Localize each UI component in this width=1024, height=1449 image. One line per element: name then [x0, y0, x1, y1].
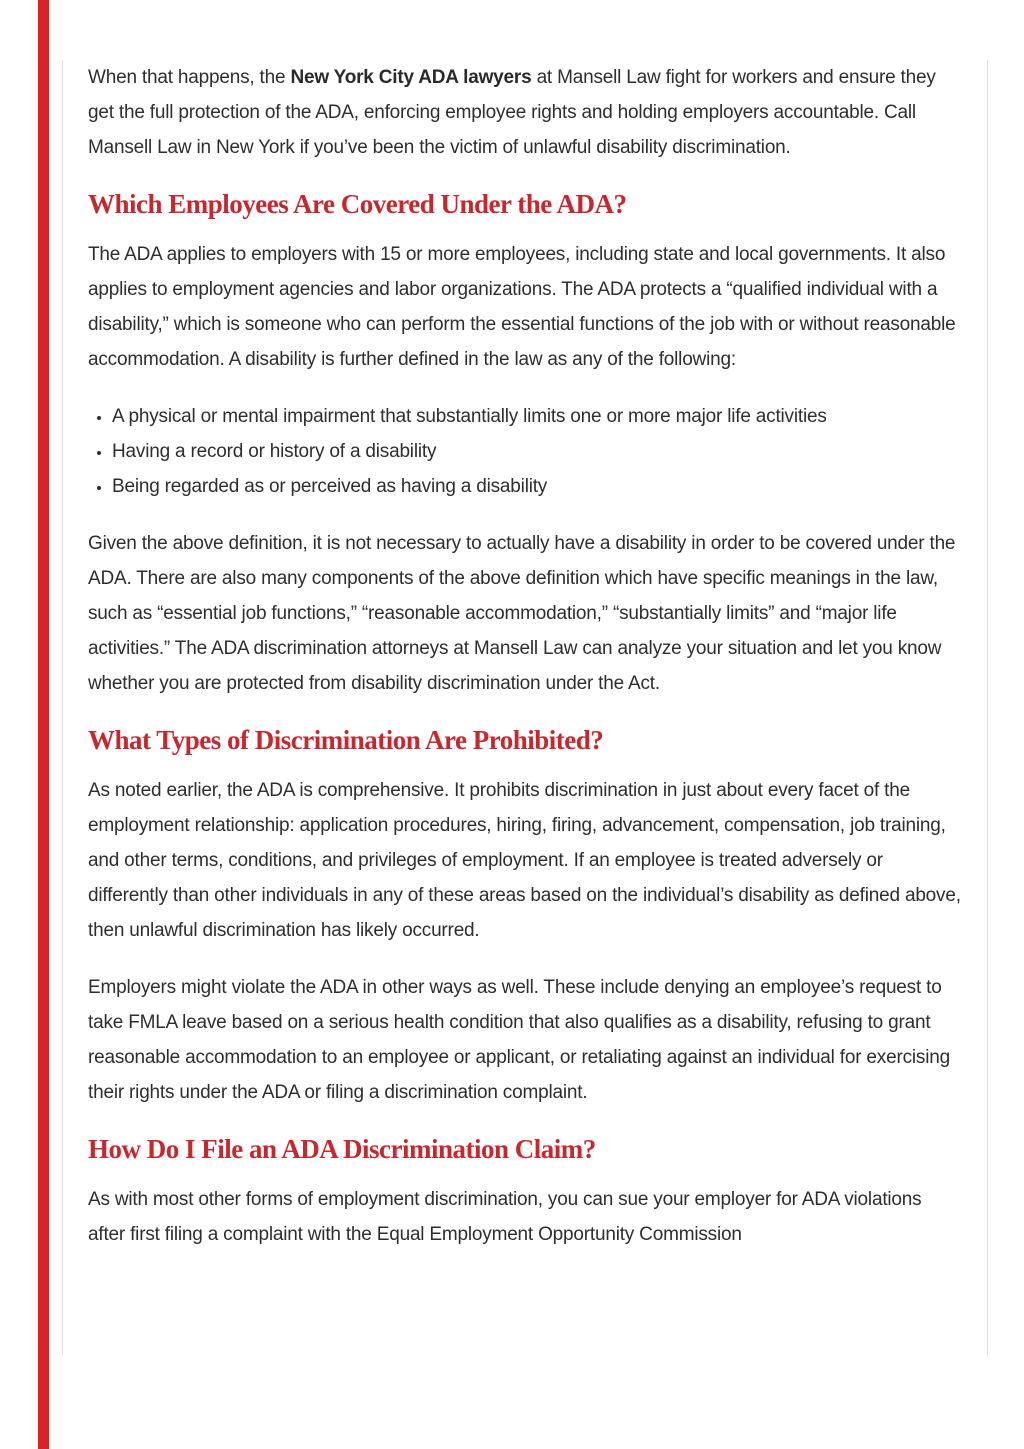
intro-bold-phrase: New York City ADA lawyers: [290, 67, 532, 88]
list-item: • A physical or mental impairment that substantially limits one or more major life activities: [112, 399, 962, 434]
list-item: • Having a record or history of a disability: [112, 434, 962, 469]
section-heading-types-of-discrimination: What Types of Discrimination Are Prohibited?: [88, 725, 604, 755]
disability-definition-list: [88, 399, 962, 504]
section-heading-covered-employees: Which Employees Are Covered Under the ADA?: [88, 189, 627, 219]
paragraph-as-noted-earlier: As noted earlier, the ADA is comprehensive. It prohibits discrimination in just about every facet of the employment relationship: application procedures, hiring, firing, advancement, compensation, job training, and other terms, conditions, and privileges of employment. If an employee is treated adversely or differently than other individuals in any of these areas based on the individual’s disability as defined above, then unlawful discrimination has likely occurred.: [88, 780, 961, 941]
intro-text-after: at Mansell Law fight for workers and ensure they get the full protection of the ADA, enforcing employee rights and holding employers accountable. Call Mansell Law in New York if you’ve been the victim of unlawful disability discrimination.: [88, 67, 936, 158]
paragraph-employers-might-violate: Employers might violate the ADA in other ways as well. These include denying an employee’s request to take FMLA leave based on a serious health condition that also qualifies as a disability, refusing to grant reasonable accommodation to an employee or applicant, or retaliating against an individual for exercising their rights under the ADA or filing a discrimination complaint.: [88, 977, 950, 1103]
intro-paragraph: [88, 60, 962, 165]
intro-text-before: When that happens, the: [88, 67, 291, 88]
section-heading-file-claim: How Do I File an ADA Discrimination Claim?: [88, 1134, 596, 1164]
paragraph-given-definition: Given the above definition, it is not necessary to actually have a disability in order to be covered under the ADA. There are also many components of the above definition which have specific meanings in the law, such as “essential job functions,” “reasonable accommodation,” “substantially limits” and “major life activities.” The ADA discrimination attorneys at Mansell Law can analyze your situation and let you know whether you are protected from disability discrimination under the Act.: [88, 533, 956, 694]
article-column: [62, 60, 988, 1357]
red-accent-bar: [38, 0, 49, 1449]
paragraph-ada-applies: The ADA applies to employers with 15 or more employees, including state and local governments. It also applies to employment agencies and labor organizations. The ADA protects a “qualified individual with a disability,” which is someone who can perform the essential functions of the job with or without reasonable accommodation. A disability is further defined in the law as any of the following:: [88, 244, 956, 370]
list-item: • Being regarded as or perceived as having a disability: [112, 469, 962, 504]
paragraph-how-to-file: As with most other forms of employment discrimination, you can sue your employer for ADA violations after first filing a complaint with the Equal Employment Opportunity Commission: [88, 1189, 922, 1245]
